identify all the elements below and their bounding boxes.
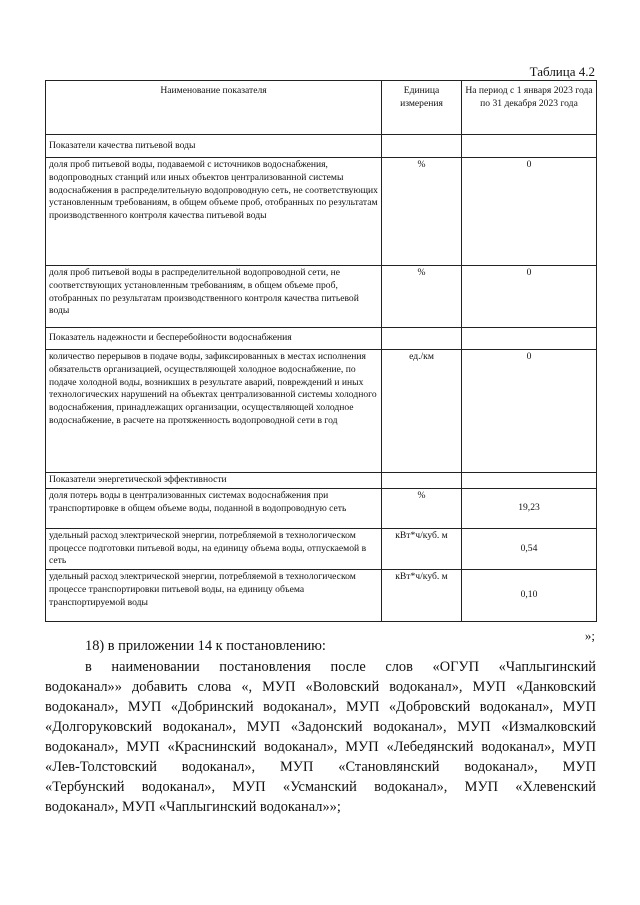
table-row	[46, 158, 597, 266]
row-value: 19,23	[462, 488, 597, 528]
table-row	[46, 266, 597, 328]
row-unit: %	[382, 266, 462, 328]
section-row-energy	[46, 473, 597, 489]
row-unit: %	[382, 158, 462, 266]
amendment-line: водоканал»» добавить слова «, МУП «Воловский водоканал», МУП «Данковский	[45, 679, 596, 695]
row-unit: кВт*ч/куб. м	[382, 570, 462, 622]
row-unit: кВт*ч/куб. м	[382, 528, 462, 569]
table-row	[46, 350, 597, 473]
row-value: 0,54	[462, 528, 597, 569]
row-name: удельный расход электрической энергии, потребляемой в технологическом процессе подготовки питьевой воды, на единицу объема воды, отпускаемой в сеть	[46, 528, 382, 569]
row-unit: ед./км	[382, 350, 462, 473]
header-indicator: Наименование показателя	[46, 81, 382, 135]
row-value: 0	[462, 350, 597, 473]
header-unit: Единица измерения	[382, 81, 462, 135]
table-caption: Таблица 4.2	[529, 64, 595, 79]
row-value: 0	[462, 266, 597, 328]
section-row-quality	[46, 135, 597, 158]
row-name: доля проб питьевой воды в распределительной водопроводной сети, не соответствующих установленным требованиям, в общем объеме проб, отобранных по результатам производственного контроля качества питьевой воды	[46, 266, 382, 328]
amendment-line: «Тербунский водоканал», МУП «Усманский водоканал», МУП «Хлевенский	[45, 779, 596, 795]
amendment-line: «Долгоруковский водоканал», МУП «Задонский водоканал», МУП «Измалковский	[45, 719, 596, 735]
amendment-line: водоканал», МУП «Чаплыгинский водоканал»»;	[45, 799, 341, 815]
item-heading: 18) в приложении 14 к постановлению:	[85, 638, 326, 654]
row-value: 0,10	[462, 570, 597, 622]
row-name: количество перерывов в подаче воды, зафиксированных в местах исполнения обязательств организацией, осуществляющей холодное водоснабжение, по подаче холодной воды, возникших в результате аварий, повреждений и иных технологических нарушений на объектах централизованной системы холодного водоснабжения, принадлежащих организации, осуществляющей холодное водоснабжение, в расчете на протяженность водопроводной сети в год	[46, 350, 382, 473]
section-row-reliability	[46, 328, 597, 350]
table-row	[46, 570, 597, 622]
table-row	[46, 488, 597, 528]
row-name: доля потерь воды в централизованных системах водоснабжения при транспортировке в общем объеме воды, поданной в водопроводную сеть	[46, 488, 382, 528]
row-unit: %	[382, 488, 462, 528]
row-name: доля проб питьевой воды, подаваемой с источников водоснабжения, водопроводных станций или иных объектов централизованной системы водоснабжения в распределительную водопроводную сеть, не соответствующих установленным требованиям, в общем объеме проб, отобранных по результатам производственного контроля качества питьевой воды	[46, 158, 382, 266]
table-header-row	[46, 81, 597, 135]
section-title: Показатели энергетической эффективности	[46, 473, 382, 489]
row-value: 0	[462, 158, 597, 266]
amendment-line: в наименовании постановления после слов «ОГУП «Чаплыгинский	[85, 659, 596, 675]
amendment-line: водоканал», МУП «Добринский водоканал», МУП «Добровский водоканал», МУП	[45, 699, 596, 715]
header-period: На период с 1 января 2023 года по 31 декабря 2023 года	[462, 81, 597, 135]
amendment-line: «Лев-Толстовский водоканал», МУП «Становлянский водоканал», МУП	[45, 759, 596, 775]
table-row	[46, 528, 597, 569]
row-name: удельный расход электрической энергии, потребляемой в технологическом процессе транспортировки питьевой воды, на единицу объема транспортируемой воды	[46, 570, 382, 622]
section-title: Показатель надежности и бесперебойности водоснабжения	[46, 328, 382, 350]
indicators-table	[45, 80, 597, 622]
amendment-line: водоканал», МУП «Краснинский водоканал», МУП «Лебедянский водоканал», МУП	[45, 739, 596, 755]
section-title: Показатели качества питьевой воды	[46, 135, 382, 158]
closing-quote: »;	[584, 628, 595, 643]
